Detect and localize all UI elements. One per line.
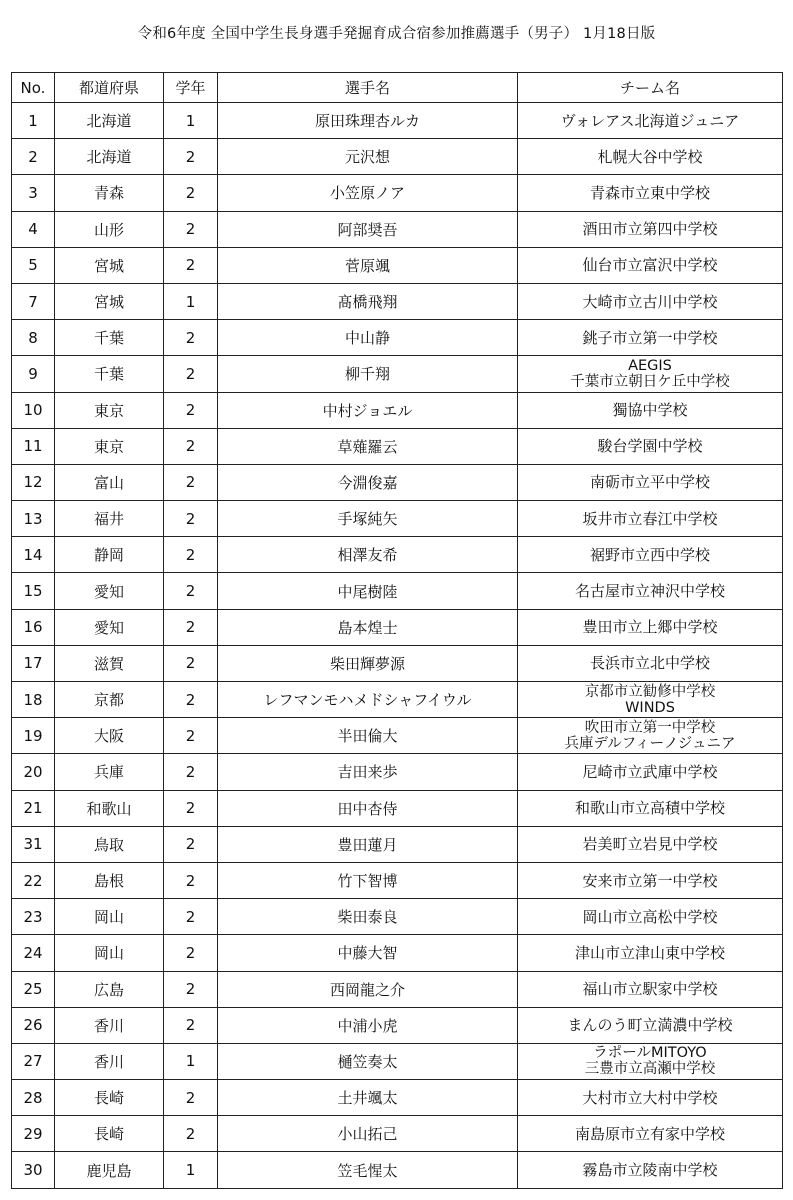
cell-prefecture: 長崎 [55,1116,164,1152]
cell-player: 豊田蓮月 [218,826,518,862]
table-row [12,320,783,356]
cell-grade: 2 [164,573,218,609]
team-name-line: 酒田市立第四中学校 [582,220,718,239]
cell-no: 16 [12,609,55,645]
cell-no: 15 [12,573,55,609]
cell-prefecture: 宮城 [55,247,164,283]
cell-team [518,1116,783,1152]
cell-grade: 2 [164,935,218,971]
cell-prefecture: 青森 [55,175,164,211]
cell-no: 4 [12,211,55,247]
cell-team [518,283,783,319]
table-row [12,971,783,1007]
table-row [12,645,783,681]
cell-no: 10 [12,392,55,428]
table-row [12,899,783,935]
cell-no: 5 [12,247,55,283]
cell-grade: 2 [164,139,218,175]
cell-no: 3 [12,175,55,211]
cell-team [518,501,783,537]
cell-team [518,356,783,392]
header-player: 選手名 [218,73,518,103]
cell-player: 元沢想 [218,139,518,175]
cell-team [518,862,783,898]
table-row [12,464,783,500]
team-name-line: 岩美町立岩見中学校 [582,835,718,854]
table-row [12,247,783,283]
cell-prefecture: 富山 [55,464,164,500]
table-row [12,826,783,862]
cell-no: 17 [12,645,55,681]
cell-grade: 2 [164,428,218,464]
cell-no: 19 [12,718,55,754]
cell-team [518,754,783,790]
team-name-line: 南島原市立有家中学校 [574,1124,725,1143]
cell-team [518,826,783,862]
cell-no: 27 [12,1043,55,1079]
cell-team [518,899,783,935]
cell-player: 柴田泰良 [218,899,518,935]
header-grade: 学年 [164,73,218,103]
cell-prefecture: 鳥取 [55,826,164,862]
cell-player: 田中杏侍 [218,790,518,826]
header-row [12,73,783,103]
team-name-line: 坂井市立春江中学校 [582,509,718,528]
cell-no: 31 [12,826,55,862]
cell-prefecture: 鹿児島 [55,1152,164,1188]
cell-player: 相澤友希 [218,537,518,573]
cell-team [518,1043,783,1079]
cell-player: 島本煌士 [218,609,518,645]
cell-team [518,103,783,139]
cell-player: 土井颯太 [218,1080,518,1116]
cell-player: 樋笠奏太 [218,1043,518,1079]
cell-grade: 2 [164,899,218,935]
team-name-line: 札幌大谷中学校 [597,147,703,166]
table-row [12,356,783,392]
cell-grade: 2 [164,609,218,645]
cell-no: 23 [12,899,55,935]
table-row [12,1007,783,1043]
cell-prefecture: 愛知 [55,573,164,609]
cell-player: 阿部奨吾 [218,211,518,247]
table-row [12,392,783,428]
cell-grade: 2 [164,247,218,283]
team-name-line: 仙台市立富沢中学校 [582,256,718,275]
cell-prefecture: 岡山 [55,935,164,971]
header-prefecture: 都道府県 [55,73,164,103]
team-name-line: 名古屋市立神沢中学校 [574,582,725,601]
cell-grade: 2 [164,392,218,428]
team-name-line: 大村市立大村中学校 [582,1088,718,1107]
cell-no: 12 [12,464,55,500]
team-name-line: 京都市立勧修中学校 [584,683,716,700]
document-title: 令和6年度 全国中学生長身選手発掘育成合宿参加推薦選手（男子） 1月18日版 [137,26,656,42]
cell-grade: 2 [164,501,218,537]
cell-no: 11 [12,428,55,464]
team-name-line: 三豊市立高瀬中学校 [584,1061,716,1078]
cell-grade: 2 [164,754,218,790]
cell-team [518,428,783,464]
cell-grade: 2 [164,537,218,573]
table-row [12,718,783,754]
team-name-line: 南砺市立平中学校 [589,473,710,492]
cell-team [518,971,783,1007]
cell-player: 笠毛惺太 [218,1152,518,1188]
table-row [12,428,783,464]
cell-prefecture: 千葉 [55,356,164,392]
cell-player: 小笠原ノア [218,175,518,211]
cell-player: 中山静 [218,320,518,356]
team-name-line: 獨協中学校 [612,401,688,420]
team-name-line: ヴォレアス北海道ジュニア [560,111,740,130]
team-name-line: 尼崎市立武庫中学校 [582,762,718,781]
cell-prefecture: 東京 [55,392,164,428]
table-row [12,1152,783,1188]
cell-player: 髙橋飛翔 [218,283,518,319]
team-name-line: ラポールMITOYO [593,1045,707,1062]
cell-player: 竹下智博 [218,862,518,898]
cell-prefecture: 愛知 [55,609,164,645]
cell-no: 28 [12,1080,55,1116]
cell-no: 30 [12,1152,55,1188]
cell-player: 柳千翔 [218,356,518,392]
cell-player: 中浦小虎 [218,1007,518,1043]
cell-grade: 2 [164,682,218,718]
table-row [12,1116,783,1152]
cell-grade: 1 [164,283,218,319]
team-name-line: 青森市立東中学校 [589,183,710,202]
cell-player: 中尾樹陸 [218,573,518,609]
cell-team [518,790,783,826]
header-no: No. [12,73,55,103]
cell-team [518,1007,783,1043]
team-name-line: 霧島市立陵南中学校 [582,1161,718,1180]
cell-player: 西岡龍之介 [218,971,518,1007]
cell-grade: 2 [164,320,218,356]
cell-team [518,211,783,247]
cell-prefecture: 福井 [55,501,164,537]
cell-no: 21 [12,790,55,826]
team-name-line: 千葉市立朝日ケ丘中学校 [570,373,730,390]
cell-team [518,320,783,356]
cell-prefecture: 北海道 [55,139,164,175]
table-row [12,682,783,718]
cell-team [518,1152,783,1188]
table-row [12,862,783,898]
cell-prefecture: 宮城 [55,283,164,319]
cell-player: 今淵俊嘉 [218,464,518,500]
table-header [12,73,783,103]
cell-no: 14 [12,537,55,573]
cell-grade: 2 [164,790,218,826]
table-row [12,501,783,537]
table-body [12,103,783,1189]
cell-prefecture: 東京 [55,428,164,464]
cell-team [518,139,783,175]
cell-player: 柴田輝夢源 [218,645,518,681]
cell-no: 22 [12,862,55,898]
table-row [12,573,783,609]
table-row [12,211,783,247]
cell-team [518,682,783,718]
cell-no: 24 [12,935,55,971]
cell-prefecture: 香川 [55,1043,164,1079]
cell-prefecture: 兵庫 [55,754,164,790]
cell-prefecture: 島根 [55,862,164,898]
team-name-line: 和歌山市立高積中学校 [574,799,725,818]
cell-prefecture: 滋賀 [55,645,164,681]
table-row [12,139,783,175]
cell-grade: 2 [164,826,218,862]
cell-grade: 1 [164,1152,218,1188]
cell-team [518,464,783,500]
cell-player: 吉田来歩 [218,754,518,790]
table-row [12,1043,783,1079]
cell-team [518,537,783,573]
cell-no: 25 [12,971,55,1007]
team-name-line: 豊田市立上郷中学校 [582,618,718,637]
cell-grade: 2 [164,356,218,392]
cell-team [518,935,783,971]
cell-player: 半田倫大 [218,718,518,754]
cell-prefecture: 和歌山 [55,790,164,826]
cell-prefecture: 千葉 [55,320,164,356]
cell-player: 草薙羅云 [218,428,518,464]
cell-no: 13 [12,501,55,537]
cell-prefecture: 京都 [55,682,164,718]
cell-team [518,573,783,609]
cell-grade: 2 [164,1116,218,1152]
team-name-line: 大崎市立古川中学校 [582,292,718,311]
cell-prefecture: 広島 [55,971,164,1007]
cell-grade: 2 [164,862,218,898]
team-name-line: 長浜市立北中学校 [589,654,710,673]
cell-grade: 2 [164,211,218,247]
cell-prefecture: 山形 [55,211,164,247]
cell-no: 2 [12,139,55,175]
team-name-line: まんのう町立満濃中学校 [567,1016,733,1035]
team-name-line: 兵庫デルフィーノジュニア [564,735,736,752]
cell-grade: 2 [164,1007,218,1043]
cell-team [518,247,783,283]
team-name-line: 駿台学園中学校 [597,437,703,456]
cell-team [518,392,783,428]
cell-grade: 1 [164,103,218,139]
cell-prefecture: 長崎 [55,1080,164,1116]
cell-team [518,718,783,754]
cell-no: 20 [12,754,55,790]
table-row [12,283,783,319]
cell-player: 中藤大智 [218,935,518,971]
table-row [12,935,783,971]
cell-team [518,609,783,645]
table-row [12,1080,783,1116]
cell-prefecture: 静岡 [55,537,164,573]
cell-grade: 2 [164,464,218,500]
cell-no: 26 [12,1007,55,1043]
table-row [12,790,783,826]
header-team: チーム名 [518,73,783,103]
cell-team [518,1080,783,1116]
team-name-line: AEGIS [628,357,672,374]
cell-no: 9 [12,356,55,392]
roster-table [11,72,783,1189]
table-row [12,609,783,645]
team-name-line: 岡山市立高松中学校 [582,907,718,926]
table-row [12,754,783,790]
cell-prefecture: 大阪 [55,718,164,754]
team-name-line: 裾野市立西中学校 [589,545,710,564]
cell-no: 7 [12,283,55,319]
cell-grade: 2 [164,718,218,754]
cell-grade: 2 [164,645,218,681]
cell-grade: 2 [164,175,218,211]
team-name-line: 福山市立駅家中学校 [582,980,718,999]
table-row [12,175,783,211]
cell-prefecture: 岡山 [55,899,164,935]
team-name-line: 津山市立津山東中学校 [574,943,725,962]
cell-no: 1 [12,103,55,139]
cell-no: 8 [12,320,55,356]
cell-no: 18 [12,682,55,718]
cell-player: 菅原颯 [218,247,518,283]
team-name-line: 銚子市立第一中学校 [582,328,718,347]
cell-player: 手塚純矢 [218,501,518,537]
cell-grade: 2 [164,1080,218,1116]
table-row [12,537,783,573]
cell-player: レフマンモハメドシャフイウル [218,682,518,718]
cell-prefecture: 北海道 [55,103,164,139]
cell-prefecture: 香川 [55,1007,164,1043]
cell-team [518,645,783,681]
cell-grade: 1 [164,1043,218,1079]
table-row [12,103,783,139]
cell-player: 中村ジョエル [218,392,518,428]
cell-player: 原田珠理杏ルカ [218,103,518,139]
team-name-line: WINDS [625,699,675,716]
team-name-line: 吹田市立第一中学校 [584,719,716,736]
team-name-line: 安来市立第一中学校 [582,871,718,890]
cell-grade: 2 [164,971,218,1007]
cell-player: 小山拓己 [218,1116,518,1152]
cell-no: 29 [12,1116,55,1152]
cell-team [518,175,783,211]
